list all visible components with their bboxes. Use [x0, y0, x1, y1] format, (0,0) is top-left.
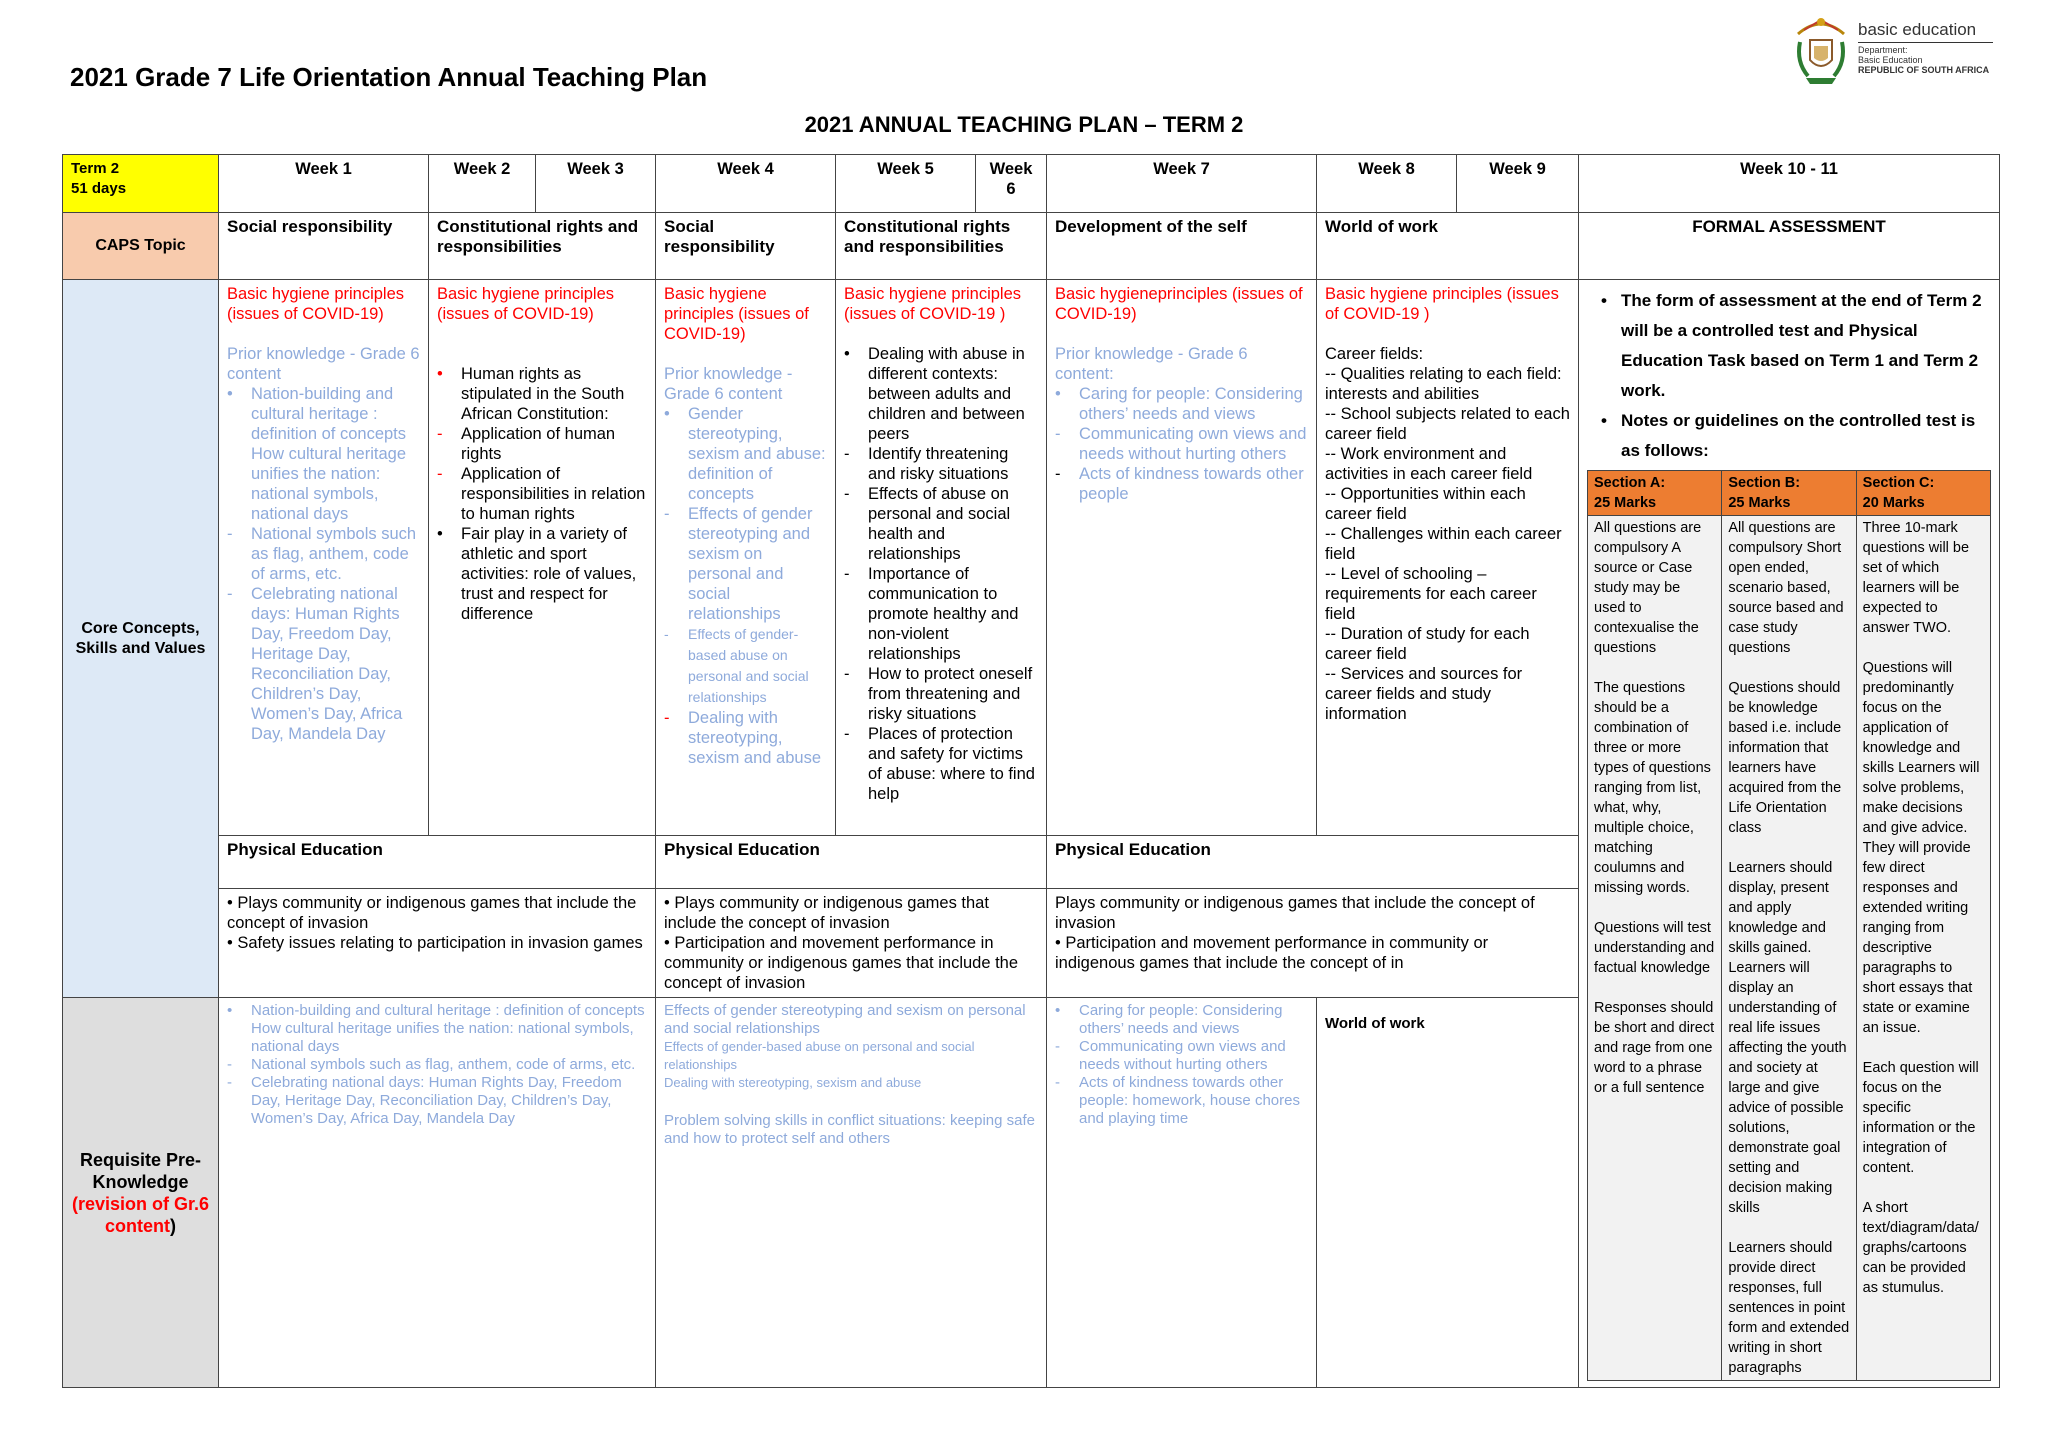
- page-title: 2021 Grade 7 Life Orientation Annual Teaching Plan: [70, 62, 708, 92]
- requisite-week-4-6: Effects of gender stereotyping and sexism on personal and social relationships Effects of gender-based abuse on personal and social relationships Dealing with stereotyping, sexism and abuse Problem solving skills in conflict situations: keeping safe and how to protect self and others: [656, 998, 1047, 1388]
- list-item: - Application of human rights: [437, 425, 616, 463]
- topic-week-5-6: Constitutional rights and responsibilities: [836, 213, 1047, 280]
- list-item: - Application of responsibilities in relation to human rights: [437, 465, 646, 523]
- section-c-header: Section C: 20 Marks: [1856, 471, 1990, 516]
- career-line: -- Duration of study for each career field: [1325, 625, 1530, 663]
- list-item: • Nation-building and cultural heritage : definition of concepts How cultural heritage unifies the nation: national symbols, national days: [227, 1002, 645, 1055]
- core-week-8-9: [1317, 280, 1579, 836]
- topic-week-1: Social responsibility: [219, 213, 429, 280]
- prior-knowledge-note: Prior knowledge - Grade 6 content: [227, 345, 420, 383]
- list-item: - How to protect oneself from threatening and risky situations: [844, 665, 1033, 723]
- list-item: - National symbols such as flag, anthem, code of arms, etc.: [227, 525, 417, 583]
- teaching-plan-table: [62, 154, 2000, 1388]
- week-6-header: Week 6: [976, 155, 1047, 213]
- term-cell: [63, 155, 219, 213]
- topic-week-4: Social responsibility: [656, 213, 836, 280]
- prior-knowledge-note: Prior knowledge - Grade 6 content:: [1055, 345, 1248, 383]
- list-item: - National symbols such as flag, anthem, code of arms, etc.: [227, 1056, 636, 1073]
- week-1-header: Week 1: [219, 155, 429, 213]
- career-line: -- Qualities relating to each field: interests and abilities: [1325, 365, 1562, 403]
- section-b-header: Section B: 25 Marks: [1722, 471, 1856, 516]
- list-item: - Identify threatening and risky situations: [844, 445, 1009, 483]
- core-concepts-label: Core Concepts, Skills and Values: [63, 280, 219, 998]
- term-days: 51 days: [71, 180, 127, 197]
- week-3-header: Week 3: [536, 155, 656, 213]
- pe-heading-3: Physical Education: [1047, 836, 1579, 889]
- caps-topic-label: CAPS Topic: [63, 213, 219, 280]
- career-line: -- Opportunities within each career field: [1325, 485, 1526, 523]
- logo-text: [1858, 20, 1993, 75]
- coat-of-arms-icon: [1790, 12, 1852, 88]
- topic-week-2-3: Constitutional rights and responsibilities: [429, 213, 656, 280]
- week-8-header: Week 8: [1317, 155, 1457, 213]
- pe-heading-2: Physical Education: [656, 836, 1047, 889]
- list-item: • Fair play in a variety of athletic and sport activities: role of values, trust and respect for difference: [437, 525, 637, 623]
- term-label: Term 2: [71, 160, 120, 177]
- week-7-header: Week 7: [1047, 155, 1317, 213]
- core-week-7: [1047, 280, 1317, 836]
- pe-content-1: • Plays community or indigenous games that include the concept of invasion • Safety issues relating to participation in invasion games: [219, 889, 656, 998]
- hygiene-note: Basic hygieneprinciples (issues of COVID-19): [1055, 285, 1303, 323]
- section-c-body: Three 10-mark questions will be set of which learners will be expected to answer TWO. Questions will predominantly focus on the application of knowledge and skills Learners will solve problems, make decisions and give advice. They will provide few direct responses and extended writing ranging from descriptive paragraphs to short essays that state or examine an issue. Each question will focus on the specific information or the integration of content. A short text/diagram/data/ graphs/cartoons can be provided as stumulus.: [1856, 516, 1990, 1381]
- career-line: -- Challenges within each career field: [1325, 525, 1562, 563]
- list-item: • Caring for people: Considering others’ needs and views: [1055, 385, 1303, 423]
- core-week-4: [656, 280, 836, 836]
- pe-content-2: • Plays community or indigenous games that include the concept of invasion • Participation and movement performance in community or indigenous games that include the concept of invasion: [656, 889, 1047, 998]
- week-2-header: Week 2: [429, 155, 536, 213]
- list-item: - Dealing with stereotyping, sexism and abuse: [664, 709, 821, 767]
- section-b-body: All questions are compulsory Short open ended, scenario based, source based and case study questions Questions should be knowledge based i.e. include information that learners have acquired from the Life Orientation class Learners should display, present and apply knowledge and skills gained. Learners will display an understanding of real life issues affecting the youth and society at large and give advice of possible solutions, demonstrate goal setting and decision making skills Learners should provide direct responses, full sentences in point form and extended writing in short paragraphs: [1722, 516, 1856, 1381]
- requisite-week-8-9: World of work: [1317, 998, 1579, 1388]
- list-item: - Communicating own views and needs without hurting others: [1055, 425, 1307, 463]
- section-a-body: All questions are compulsory A source or Case study may be used to contexualise the questions The questions should be a combination of three or more types of questions ranging from list, what, why, multiple choice, matching coulumns and missing words. Questions will test understanding and factual knowledge Responses should be short and direct and rage from one word to a phrase or a full sentence: [1588, 516, 1722, 1381]
- logo-line-1: Department:: [1858, 45, 1908, 55]
- list-item: - Acts of kindness towards other people: [1055, 465, 1304, 503]
- assessment-note: • Notes or guidelines on the controlled test is as follows:: [1601, 411, 1976, 460]
- list-item: - Places of protection and safety for victims of abuse: where to find help: [844, 725, 1035, 803]
- career-line: -- Work environment and activities in each career field: [1325, 445, 1533, 483]
- plan-subtitle: 2021 ANNUAL TEACHING PLAN – TERM 2: [804, 112, 1244, 137]
- pe-heading-1: Physical Education: [219, 836, 656, 889]
- hygiene-note: Basic hygiene principles (issues of COVID-19 ): [844, 285, 1022, 323]
- topic-week-10-11: FORMAL ASSESSMENT: [1579, 213, 2000, 280]
- prior-knowledge-note: Prior knowledge - Grade 6 content: [664, 365, 793, 403]
- requisite-label: Requisite Pre-Knowledge (revision of Gr.6 content): [63, 998, 219, 1388]
- list-item: • Dealing with abuse in different contexts: between adults and children and between peers: [844, 345, 1025, 443]
- assessment-sections-table: [1587, 470, 1991, 1381]
- requisite-week-7: [1047, 998, 1317, 1388]
- hygiene-note: Basic hygiene principles (issues of COVID-19): [437, 285, 615, 323]
- topic-week-7: Development of the self: [1047, 213, 1317, 280]
- core-concepts-row: [63, 280, 2000, 836]
- pe-content-3: Plays community or indigenous games that include the concept of invasion • Participation and movement performance in community or indigenous games that include the concept of in: [1047, 889, 1579, 998]
- list-item: - Importance of communication to promote healthy and non-violent relationships: [844, 565, 1019, 663]
- list-item: • Nation-building and cultural heritage : definition of concepts How cultural heritage unifies the nation: national symbols, national days: [227, 385, 407, 523]
- list-item: - Effects of gender stereotyping and sexism on personal and social relationships: [664, 505, 813, 623]
- caps-topic-row: [63, 213, 2000, 280]
- list-item: • Human rights as stipulated in the South African Constitution:: [437, 365, 625, 423]
- career-line: -- Services and sources for career fields and study information: [1325, 665, 1523, 723]
- list-item: - Effects of abuse on personal and social health and relationships: [844, 485, 1011, 563]
- list-item: - Celebrating national days: Human Rights Day, Freedom Day, Heritage Day, Reconciliation Day, Children’s Day, Women’s Day, Africa Day, Mandela Day: [227, 585, 403, 743]
- logo-name: basic education: [1858, 20, 1977, 39]
- week-9-header: Week 9: [1457, 155, 1579, 213]
- core-week-2-3: [429, 280, 656, 836]
- topic-week-8-9: World of work: [1317, 213, 1579, 280]
- core-week-1: [219, 280, 429, 836]
- career-line: -- School subjects related to each career field: [1325, 405, 1570, 443]
- career-line: Career fields:: [1325, 345, 1424, 363]
- list-item: - Communicating own views and needs without hurting others: [1055, 1038, 1286, 1073]
- list-item: - Acts of kindness towards other people: homework, house chores and playing time: [1055, 1074, 1300, 1127]
- header-row: [63, 155, 2000, 213]
- assessment-note: • The form of assessment at the end of Term 2 will be a controlled test and Physical Education Task based on Term 1 and Term 2 work.: [1601, 291, 1982, 400]
- formal-assessment-cell: [1579, 280, 2000, 1388]
- hygiene-note: Basic hygiene principles (issues of COVID-19): [664, 285, 809, 343]
- list-item: - Effects of gender-based abuse on personal and social relationships: [664, 626, 809, 705]
- section-a-header: Section A: 25 Marks: [1588, 471, 1722, 516]
- hygiene-note: Basic hygiene principles (issues of COVID-19): [227, 285, 405, 323]
- requisite-week-1-3: [219, 998, 656, 1388]
- list-item: • Caring for people: Considering others’ needs and views: [1055, 1002, 1283, 1037]
- week-5-header: Week 5: [836, 155, 976, 213]
- hygiene-note: Basic hygiene principles (issues of COVID-19 ): [1325, 285, 1559, 323]
- department-logo: [1790, 12, 2000, 88]
- list-item: • Gender stereotyping, sexism and abuse: definition of concepts: [664, 405, 826, 503]
- logo-line-3: REPUBLIC OF SOUTH AFRICA: [1858, 65, 1990, 75]
- core-week-5-6: [836, 280, 1047, 836]
- list-item: - Celebrating national days: Human Rights Day, Freedom Day, Heritage Day, Reconciliation Day, Children’s Day, Women’s Day, Africa Day, Mandela Day: [227, 1074, 622, 1127]
- week-10-11-header: Week 10 - 11: [1579, 155, 2000, 213]
- career-line: -- Level of schooling – requirements for each career field: [1325, 565, 1537, 623]
- logo-line-2: Basic Education: [1858, 55, 1923, 65]
- week-4-header: Week 4: [656, 155, 836, 213]
